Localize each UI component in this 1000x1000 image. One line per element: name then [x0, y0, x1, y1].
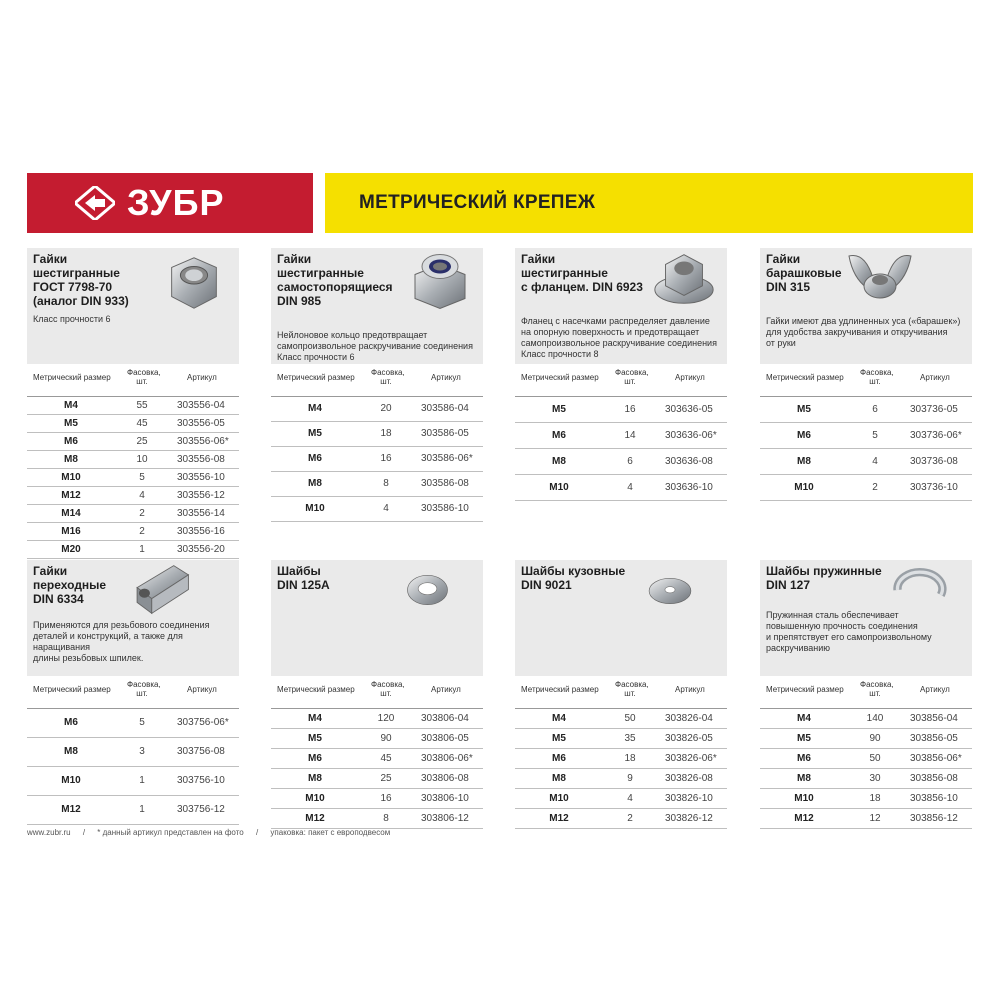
product-description: Пружинная сталь обеспечивает повышенную прочность соединения и препятствует его самопроизвольному раскручиванию	[766, 610, 932, 653]
flange-nut-icon	[650, 248, 718, 308]
table-row	[515, 769, 727, 789]
qty-cell: 2	[139, 508, 145, 519]
size-cell: M4	[308, 403, 322, 414]
column-size-label: Метрический размер	[33, 373, 111, 382]
product-title: Гайки шестигранные самостопорящиеся DIN 985	[277, 252, 393, 308]
product-title: Гайки переходные DIN 6334	[33, 564, 107, 606]
article-cell: 303856-10	[910, 793, 958, 804]
qty-cell: 12	[869, 813, 881, 824]
article-cell: 303586-06*	[421, 453, 473, 464]
article-cell: 303806-12	[421, 813, 469, 824]
qty-cell: 16	[380, 453, 392, 464]
flat-washer-icon	[400, 570, 455, 610]
product-title: Гайки шестигранные с фланцем. DIN 6923	[521, 252, 643, 294]
size-cell: M5	[797, 733, 811, 744]
article-cell: 303756-10	[177, 775, 225, 786]
size-cell: M8	[797, 773, 811, 784]
article-cell: 303806-06*	[421, 753, 473, 764]
size-cell: M12	[61, 490, 81, 501]
qty-cell: 45	[136, 418, 148, 429]
column-qty-label: Фасовка, шт.	[860, 368, 894, 386]
column-article-label: Артикул	[187, 373, 217, 382]
column-size-label: Метрический размер	[521, 373, 599, 382]
product-description: Класс прочности 6	[33, 314, 111, 324]
table-row	[271, 397, 483, 422]
table-row	[27, 397, 239, 415]
size-cell: M12	[305, 813, 325, 824]
qty-cell: 1	[139, 775, 145, 786]
column-size-label: Метрический размер	[766, 373, 844, 382]
size-cell: M5	[552, 733, 566, 744]
qty-cell: 8	[383, 478, 389, 489]
qty-cell: 6	[872, 404, 878, 415]
article-cell: 303586-08	[421, 478, 469, 489]
brand-banner	[27, 173, 313, 233]
article-cell: 303556-16	[177, 526, 225, 537]
qty-cell: 4	[627, 482, 633, 493]
table-row	[271, 497, 483, 522]
size-cell: M8	[797, 456, 811, 467]
product-card	[515, 248, 727, 501]
product-card	[271, 248, 483, 522]
article-cell: 303556-08	[177, 454, 225, 465]
article-cell: 303636-10	[665, 482, 713, 493]
column-article-label: Артикул	[675, 373, 705, 382]
article-cell: 303806-10	[421, 793, 469, 804]
qty-cell: 18	[380, 428, 392, 439]
table-row	[515, 449, 727, 475]
article-cell: 303756-06*	[177, 717, 229, 728]
table-row	[515, 749, 727, 769]
size-cell: M6	[552, 430, 566, 441]
table-row	[27, 523, 239, 541]
size-cell: M10	[61, 775, 81, 786]
product-description: Фланец с насечками распределяет давление на опорную поверхность и предотвращает самопроизвольное раскручивание соединения Класс прочности 8	[521, 316, 717, 359]
article-cell: 303556-20	[177, 544, 225, 555]
column-article-label: Артикул	[187, 685, 217, 694]
qty-cell: 55	[136, 400, 148, 411]
table-row	[515, 709, 727, 729]
table-row	[27, 433, 239, 451]
article-cell: 303756-08	[177, 746, 225, 757]
footer	[27, 828, 400, 837]
size-cell: M8	[552, 773, 566, 784]
table-header	[515, 368, 727, 397]
qty-cell: 2	[627, 813, 633, 824]
column-size-label: Метрический размер	[33, 685, 111, 694]
article-cell: 303586-05	[421, 428, 469, 439]
table-row	[271, 749, 483, 769]
size-cell: M5	[64, 418, 78, 429]
qty-cell: 10	[136, 454, 148, 465]
table-header	[27, 368, 239, 397]
qty-cell: 2	[872, 482, 878, 493]
table-row	[515, 789, 727, 809]
column-qty-label: Фасовка, шт.	[615, 680, 649, 698]
table-header	[760, 368, 972, 397]
size-cell: M20	[61, 544, 81, 555]
product-card	[515, 560, 727, 829]
table-row	[515, 397, 727, 423]
brand-logo-icon	[75, 186, 115, 220]
qty-cell: 25	[136, 436, 148, 447]
page-title: МЕТРИЧЕСКИЙ КРЕПЕЖ	[359, 192, 596, 213]
table-row	[515, 475, 727, 501]
wing-nut-icon	[840, 248, 920, 308]
size-cell: M10	[794, 793, 814, 804]
article-cell: 303736-10	[910, 482, 958, 493]
size-cell: M12	[61, 804, 81, 815]
qty-cell: 5	[139, 717, 145, 728]
body-washer-icon	[640, 572, 700, 610]
article-cell: 303556-12	[177, 490, 225, 501]
column-qty-label: Фасовка, шт.	[615, 368, 649, 386]
qty-cell: 45	[380, 753, 392, 764]
qty-cell: 35	[624, 733, 636, 744]
size-cell: M10	[549, 793, 569, 804]
size-cell: M6	[308, 453, 322, 464]
qty-cell: 50	[624, 713, 636, 724]
article-cell: 303826-05	[665, 733, 713, 744]
article-cell: 303556-14	[177, 508, 225, 519]
qty-cell: 20	[380, 403, 392, 414]
article-cell: 303806-04	[421, 713, 469, 724]
size-cell: M6	[64, 717, 78, 728]
size-cell: M8	[64, 746, 78, 757]
product-description: Гайки имеют два удлиненных уса («барашек») для удобства закручивания и откручивания от руки	[766, 316, 961, 348]
product-description: Нейлоновое кольцо предотвращает самопроизвольное раскручивание соединения Класс прочности 6	[277, 330, 473, 362]
product-card	[27, 248, 239, 559]
table-row	[27, 487, 239, 505]
table-row	[760, 475, 972, 501]
article-cell: 303636-08	[665, 456, 713, 467]
size-cell: M14	[61, 508, 81, 519]
column-qty-label: Фасовка, шт.	[127, 680, 161, 698]
qty-cell: 90	[380, 733, 392, 744]
column-size-label: Метрический размер	[521, 685, 599, 694]
table-row	[271, 729, 483, 749]
qty-cell: 8	[383, 813, 389, 824]
column-size-label: Метрический размер	[766, 685, 844, 694]
product-title: Гайки барашковые DIN 315	[766, 252, 842, 294]
article-cell: 303856-05	[910, 733, 958, 744]
qty-cell: 16	[624, 404, 636, 415]
table-row	[271, 769, 483, 789]
product-title: Гайки шестигранные ГОСТ 7798-70 (аналог DIN 933)	[33, 252, 129, 308]
article-cell: 303856-08	[910, 773, 958, 784]
qty-cell: 14	[624, 430, 636, 441]
qty-cell: 120	[377, 713, 395, 724]
qty-cell: 4	[383, 503, 389, 514]
product-description: Применяются для резьбового соединения деталей и конструкций, а также для наращивания длины резьбовых шпилек.	[33, 620, 210, 663]
footer-separator: /	[255, 828, 259, 837]
size-cell: M5	[308, 733, 322, 744]
table-header	[271, 368, 483, 397]
size-cell: M8	[552, 456, 566, 467]
qty-cell: 18	[624, 753, 636, 764]
table-row	[760, 449, 972, 475]
table-row	[760, 423, 972, 449]
qty-cell: 25	[380, 773, 392, 784]
table-row	[271, 472, 483, 497]
article-cell: 303826-12	[665, 813, 713, 824]
table-row	[27, 415, 239, 433]
table-row	[27, 541, 239, 559]
article-cell: 303856-12	[910, 813, 958, 824]
qty-cell: 5	[872, 430, 878, 441]
article-cell: 303586-10	[421, 503, 469, 514]
table-row	[271, 447, 483, 472]
qty-cell: 90	[869, 733, 881, 744]
qty-cell: 4	[139, 490, 145, 501]
size-cell: M6	[797, 753, 811, 764]
product-card	[760, 560, 972, 829]
nylon-lock-nut-icon	[405, 248, 475, 313]
column-article-label: Артикул	[920, 373, 950, 382]
size-cell: M10	[549, 482, 569, 493]
article-cell: 303826-06*	[665, 753, 717, 764]
qty-cell: 5	[139, 472, 145, 483]
spring-washer-icon	[890, 565, 950, 615]
product-card	[27, 560, 239, 825]
qty-cell: 6	[627, 456, 633, 467]
article-cell: 303856-04	[910, 713, 958, 724]
size-cell: M6	[797, 430, 811, 441]
table-row	[27, 469, 239, 487]
column-qty-label: Фасовка, шт.	[371, 680, 405, 698]
size-cell: M4	[552, 713, 566, 724]
footer-packaging: упаковка: пакет с европодвесом	[270, 828, 391, 837]
article-cell: 303736-05	[910, 404, 958, 415]
qty-cell: 140	[866, 713, 884, 724]
article-cell: 303806-08	[421, 773, 469, 784]
table-row	[271, 422, 483, 447]
footer-separator: /	[82, 828, 86, 837]
qty-cell: 3	[139, 746, 145, 757]
article-cell: 303736-08	[910, 456, 958, 467]
article-cell: 303826-04	[665, 713, 713, 724]
table-row	[760, 709, 972, 729]
article-cell: 303826-08	[665, 773, 713, 784]
article-cell: 303806-05	[421, 733, 469, 744]
column-qty-label: Фасовка, шт.	[860, 680, 894, 698]
product-card	[760, 248, 972, 501]
table-row	[27, 767, 239, 796]
article-cell: 303756-12	[177, 804, 225, 815]
qty-cell: 4	[627, 793, 633, 804]
footer-note: * данный артикул представлен на фото	[97, 828, 244, 837]
column-article-label: Артикул	[920, 685, 950, 694]
table-row	[760, 809, 972, 829]
product-title: Шайбы пружинные DIN 127	[766, 564, 882, 592]
qty-cell: 1	[139, 544, 145, 555]
article-cell: 303556-05	[177, 418, 225, 429]
qty-cell: 18	[869, 793, 881, 804]
table-row	[27, 709, 239, 738]
table-header	[271, 680, 483, 709]
size-cell: M4	[308, 713, 322, 724]
footer-site: www.zubr.ru	[27, 828, 71, 837]
qty-cell: 9	[627, 773, 633, 784]
table-row	[27, 796, 239, 825]
brand-logo-text: ЗУБР	[127, 182, 225, 223]
article-cell: 303586-04	[421, 403, 469, 414]
size-cell: M8	[308, 773, 322, 784]
table-row	[271, 789, 483, 809]
qty-cell: 30	[869, 773, 881, 784]
table-row	[760, 769, 972, 789]
size-cell: M6	[64, 436, 78, 447]
qty-cell: 4	[872, 456, 878, 467]
coupling-nut-icon	[125, 562, 195, 617]
size-cell: M5	[797, 404, 811, 415]
table-row	[27, 451, 239, 469]
table-row	[760, 749, 972, 769]
column-article-label: Артикул	[675, 685, 705, 694]
qty-cell: 2	[139, 526, 145, 537]
article-cell: 303736-06*	[910, 430, 962, 441]
table-row	[27, 738, 239, 767]
table-header	[515, 680, 727, 709]
article-cell: 303856-06*	[910, 753, 962, 764]
table-row	[271, 709, 483, 729]
size-cell: M4	[797, 713, 811, 724]
header-banner	[325, 173, 973, 233]
column-qty-label: Фасовка, шт.	[371, 368, 405, 386]
article-cell: 303826-10	[665, 793, 713, 804]
table-row	[760, 789, 972, 809]
article-cell: 303556-04	[177, 400, 225, 411]
table-row	[27, 505, 239, 523]
article-cell: 303636-05	[665, 404, 713, 415]
table-row	[271, 809, 483, 829]
size-cell: M4	[64, 400, 78, 411]
qty-cell: 1	[139, 804, 145, 815]
table-row	[515, 809, 727, 829]
table-header	[760, 680, 972, 709]
product-title: Шайбы кузовные DIN 9021	[521, 564, 626, 592]
size-cell: M10	[794, 482, 814, 493]
product-card	[271, 560, 483, 829]
size-cell: M8	[308, 478, 322, 489]
size-cell: M5	[308, 428, 322, 439]
size-cell: M12	[794, 813, 814, 824]
size-cell: M10	[61, 472, 81, 483]
size-cell: M10	[305, 793, 325, 804]
column-size-label: Метрический размер	[277, 373, 355, 382]
table-row	[515, 729, 727, 749]
qty-cell: 50	[869, 753, 881, 764]
article-cell: 303556-10	[177, 472, 225, 483]
size-cell: M5	[552, 404, 566, 415]
article-cell: 303636-06*	[665, 430, 717, 441]
size-cell: M6	[308, 753, 322, 764]
size-cell: M12	[549, 813, 569, 824]
column-qty-label: Фасовка, шт.	[127, 368, 161, 386]
hex-nut-icon	[160, 253, 228, 313]
table-header	[27, 680, 239, 709]
article-cell: 303556-06*	[177, 436, 229, 447]
table-row	[515, 423, 727, 449]
table-row	[760, 729, 972, 749]
size-cell: M16	[61, 526, 81, 537]
size-cell: M8	[64, 454, 78, 465]
product-title: Шайбы DIN 125A	[277, 564, 330, 592]
column-article-label: Артикул	[431, 685, 461, 694]
column-article-label: Артикул	[431, 373, 461, 382]
size-cell: M6	[552, 753, 566, 764]
table-row	[760, 397, 972, 423]
qty-cell: 16	[380, 793, 392, 804]
column-size-label: Метрический размер	[277, 685, 355, 694]
size-cell: M10	[305, 503, 325, 514]
